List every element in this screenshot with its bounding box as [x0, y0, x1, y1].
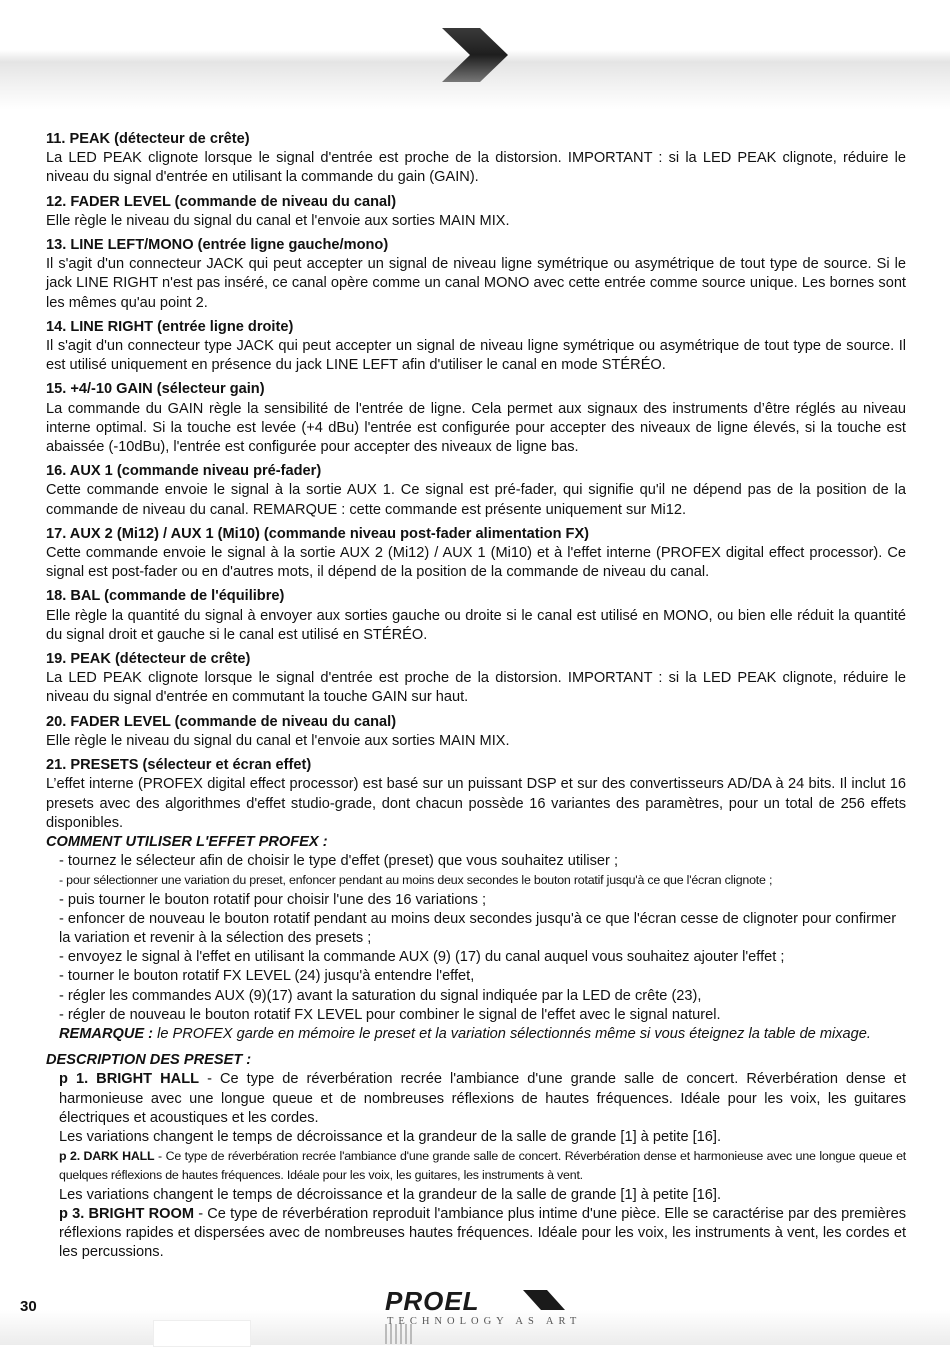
logo-wordmark: PROEL [385, 1286, 480, 1316]
howto-step: - puis tourner le bouton rotatif pour choisir l'une des 16 variations ; [59, 891, 487, 908]
section-text: Il s'agit d'un connecteur JACK qui peut accepter un signal de niveau ligne symétrique ou asymétrique de tout type de source. Si le jack LINE RIGHT n'est pas inséré, ce canal opère comme un canal MONO avec cette entrée comme source unique. Les bornes sont les mêmes qu'au point 2. [46, 256, 906, 311]
preset-text: - Ce type de réverbération reproduit l'ambiance plus intime d'une pièce. Elle se caractérise par des premières réflexions rapides et dispersées avec de nombreuses hautes fréquences. Idéale pour les voix, les instruments à vent, les cordes et les percussions. [59, 1205, 906, 1261]
proel-logo [383, 1286, 582, 1344]
section-title: 11. PEAK (détecteur de crête) [46, 131, 250, 147]
preset-text: - Ce type de réverbération recrée l'ambiance d'une grande salle de concert. Réverbération dense et harmonieuse avec une longue queue et quelques réflexions de hautes fréquences. Idéale pour les voix, les guitares, les instruments à vent. [59, 1149, 906, 1183]
section-title: 16. AUX 1 (commande niveau pré-fader) [46, 463, 322, 480]
preset-item [46, 1070, 906, 1128]
section-title: 12. FADER LEVEL (commande de niveau du canal) [46, 193, 397, 210]
section-title: 20. FADER LEVEL (commande de niveau du canal) [46, 713, 397, 730]
howto-title: COMMENT UTILISER L'EFFET PROFEX : [46, 833, 328, 850]
section-text: La LED PEAK clignote lorsque le signal d'entrée est proche de la distorsion. IMPORTANT : si la LED PEAK clignote, réduire le niveau du signal d'entrée en commutant la touche GAIN sur haut. [46, 670, 906, 706]
page-number: 30 [20, 1298, 37, 1315]
page-content [46, 130, 906, 1262]
chevron-right-icon [440, 26, 510, 84]
section-text: Il s'agit d'un connecteur type JACK qui peut accepter un signal de niveau ligne symétrique ou asymétrique de tout type de source. Il est utilisé uniquement en présence du jack LINE LEFT afin d'utiliser le canal en mode STÉRÉO. [46, 338, 906, 374]
section-title: 15. +4/-10 GAIN (sélecteur gain) [46, 381, 265, 398]
remark-text: le PROFEX garde en mémoire le preset et la variation sélectionnés même si vous éteignez la table de mixage. [157, 1025, 871, 1042]
section-title: 14. LINE RIGHT (entrée ligne droite) [46, 318, 294, 335]
section-text: L’effet interne (PROFEX digital effect processor) est basé sur un puissant DSP et sur des convertisseurs AD/DA à 24 bits. Il inclut 16 presets avec des algorithmes d'effet studio-grade, dont chacun possède 16 variantes des paramètres, pour un total de 256 effets disponibles. [46, 776, 906, 831]
preset-note: Les variations changent le temps de décroissance et la grandeur de la salle de grande [1] à petite [16]. [59, 1128, 722, 1145]
section-18 [46, 587, 906, 645]
section-text: La commande du GAIN règle la sensibilité de l'entrée de ligne. Cela permet aux signaux des instruments d’être réglés au niveau interne optimal. Si la touche est levée (+4 dBu) l'entrée est configurée pour accepter des niveaux de ligne élevés, si la touche est abaissée (-10dBu), l'entrée est configurée pour accepter des niveaux de ligne bas. [46, 400, 906, 456]
preset-name: p 2. DARK HALL [59, 1149, 155, 1164]
remark-label: REMARQUE : [59, 1025, 154, 1042]
section-17 [46, 525, 906, 583]
howto-step: - régler de nouveau le bouton rotatif FX LEVEL pour combiner le signal de l'effet avec le signal naturel. [59, 1006, 721, 1023]
section-text: Cette commande envoie le signal à la sortie AUX 1. Ce signal est pré-fader, qui signifie qu'il ne dépend pas de la position de la commande de niveau du canal. REMARQUE : cette commande est présente uniquement sur Mi12. [46, 482, 906, 518]
section-20 [46, 713, 906, 751]
section-19 [46, 650, 906, 708]
howto-step: - envoyez le signal à l'effet en utilisant la commande AUX (9) (17) du canal auquel vous souhaitez ajouter l'effet ; [59, 949, 785, 966]
howto-step: - tourner le bouton rotatif FX LEVEL (24) jusqu'à entendre l'effet, [59, 968, 475, 985]
preset-name: p 1. BRIGHT HALL [59, 1071, 200, 1088]
howto-step: - tournez le sélecteur afin de choisir le type d'effet (preset) que vous souhaitez utiliser ; [59, 853, 618, 870]
section-15 [46, 380, 906, 457]
logo-tagline: TECHNOLOGY AS ART [387, 1316, 582, 1327]
section-11 [46, 130, 906, 188]
section-14 [46, 318, 906, 376]
section-title: 19. PEAK (détecteur de crête) [46, 651, 251, 668]
presets-title: DESCRIPTION DES PRESET : [46, 1052, 252, 1069]
section-text: Cette commande envoie le signal à la sortie AUX 2 (Mi12) / AUX 1 (Mi10) et à l'effet interne (PROFEX digital effect processor). Ce signal est post-fader ou en d'autres mots, il dépend de la position de la commande de niveau du canal. [46, 545, 906, 581]
footer-box [153, 1320, 251, 1347]
howto-step: - enfoncer de nouveau le bouton rotatif pendant au moins deux secondes jusqu'à ce que l'écran cesse de clignoter pour confirmer la variation et revenir à la sélection des presets ; [59, 910, 897, 946]
section-title: 18. BAL (commande de l'équilibre) [46, 588, 285, 605]
section-13 [46, 236, 906, 313]
logo-chevron-icon [523, 1290, 565, 1310]
preset-note: Les variations changent le temps de décroissance et la grandeur de la salle de grande [1] à petite [16]. [59, 1186, 722, 1203]
section-12 [46, 193, 906, 231]
section-title: 17. AUX 2 (Mi12) / AUX 1 (Mi10) (commande niveau post-fader alimentation FX) [46, 525, 590, 542]
section-title: 21. PRESETS (sélecteur et écran effet) [46, 757, 312, 774]
section-text: Elle règle le niveau du signal du canal et l'envoie aux sorties MAIN MIX. [46, 732, 510, 749]
section-16 [46, 462, 906, 520]
section-text: La LED PEAK clignote lorsque le signal d'entrée est proche de la distorsion. IMPORTANT : si la LED PEAK clignote, réduire le niveau du signal d'entrée en utilisant la commande du gain (GAIN). [46, 150, 906, 186]
section-title: 13. LINE LEFT/MONO (entrée ligne gauche/mono) [46, 237, 389, 254]
remark [46, 1025, 906, 1044]
preset-item [46, 1147, 906, 1185]
preset-item [46, 1205, 906, 1263]
howto-step: - régler les commandes AUX (9)(17) avant la saturation du signal indiquée par la LED de crête (23), [59, 987, 702, 1004]
howto-step: - pour sélectionner une variation du preset, enfoncer pendant au moins deux secondes le bouton rotatif jusqu'à ce que l'écran clignote ; [59, 873, 773, 888]
section-text: Elle règle la quantité du signal à envoyer aux sorties gauche ou droite si le canal est utilisé en MONO, ou bien elle réduit la quantité du signal droit et gauche si le canal est utilisé en STÉRÉO. [46, 607, 906, 643]
preset-text: - Ce type de réverbération recrée l'ambiance d'une grande salle de concert. Réverbération dense et harmonieuse avec une longue queue et de nombreuses réflexions de hautes fréquences. Idéale pour les voix, les guitares électriques et acoustiques et les cordes. [59, 1071, 906, 1126]
section-text: Elle règle le niveau du signal du canal et l'envoie aux sorties MAIN MIX. [46, 212, 510, 229]
section-21 [46, 756, 906, 833]
preset-name: p 3. BRIGHT ROOM [59, 1205, 194, 1222]
